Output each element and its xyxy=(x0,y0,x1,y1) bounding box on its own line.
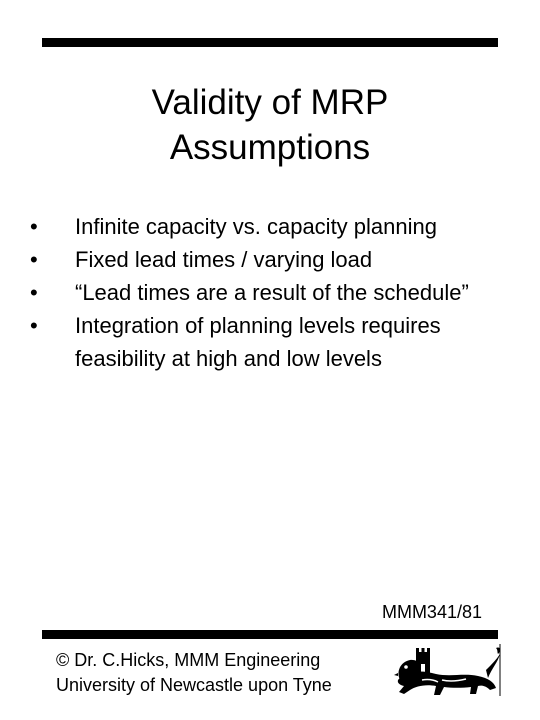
footer-line-2: University of Newcastle upon Tyne xyxy=(56,675,332,695)
bullet-text: Infinite capacity vs. capacity planning xyxy=(75,214,437,239)
bullet-marker: • xyxy=(30,214,38,239)
bullet-marker: • xyxy=(30,247,38,272)
bullet-text: Fixed lead times / varying load xyxy=(75,247,373,272)
footer-credit xyxy=(56,648,332,698)
title-line-1: Validity of MRP xyxy=(151,83,389,122)
bullet-item xyxy=(30,309,510,375)
footer-line-1: © Dr. C.Hicks, MMM Engineering xyxy=(56,650,321,670)
bullet-marker: • xyxy=(30,280,38,305)
bottom-rule xyxy=(42,630,498,639)
bullet-item xyxy=(30,210,510,243)
title-line-2: Assumptions xyxy=(169,128,371,167)
bullet-marker: • xyxy=(30,313,38,338)
slide-code: MMM341/81 xyxy=(381,602,482,622)
bullet-text: Integration of planning levels requires feasibility at high and low levels xyxy=(75,313,441,371)
top-rule xyxy=(42,38,498,47)
university-lion-crest-icon xyxy=(392,640,502,698)
bullet-text: “Lead times are a result of the schedule” xyxy=(75,280,469,305)
bullet-list xyxy=(30,210,510,375)
bullet-item xyxy=(30,276,510,309)
slide-title xyxy=(70,80,470,170)
bullet-item xyxy=(30,243,510,276)
